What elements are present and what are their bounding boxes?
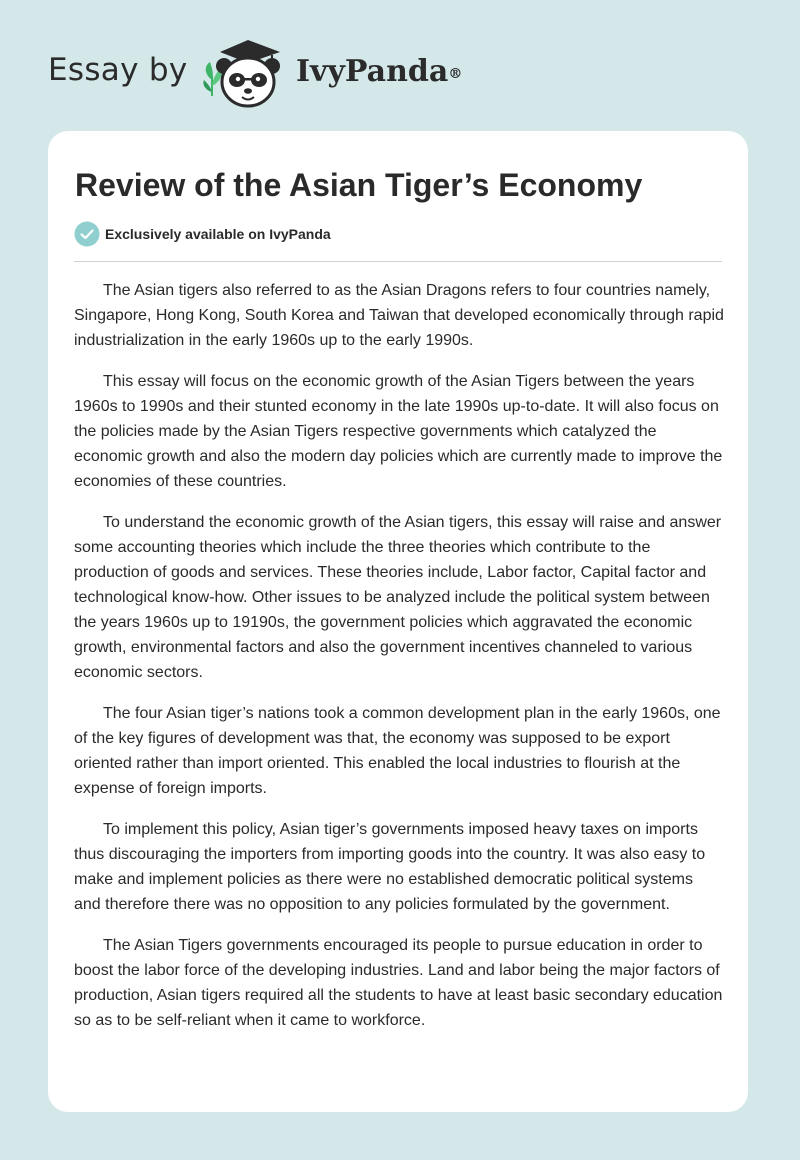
site-header bbox=[0, 0, 800, 120]
brand-name: IvyPanda bbox=[296, 54, 449, 89]
paragraph: The four Asian tiger’s nations took a common development plan in the early 1960s, one of the key figures of development was that, the economy was supposed to be export oriented rather than import oriented. This enabled the local industries to flourish at the expense of foreign imports. bbox=[74, 705, 721, 797]
panda-graduate-logo-icon[interactable] bbox=[200, 36, 292, 110]
paragraph: To understand the economic growth of the Asian tigers, this essay will raise and answer some accounting theories which include the three theories which contribute to the production of goods and services. These theories include, Labor factor, Capital factor and technological know-how. Other issues to be analyzed include the political system between the years 1960s up to 19190s, the government policies which aggravated the economic growth, environmental factors and also the government incentives channeled to various economic sectors. bbox=[74, 514, 722, 681]
registered-mark: ® bbox=[448, 66, 463, 82]
check-circle-icon bbox=[74, 221, 100, 247]
exclusive-badge-text: Exclusively available on IvyPanda bbox=[105, 226, 331, 242]
essay-by-label: Essay by bbox=[48, 52, 188, 88]
brand-wordmark[interactable] bbox=[296, 52, 462, 92]
paragraph: This essay will focus on the economic growth of the Asian Tigers between the years 1960s to 1990s and their stunted economy in the late 1990s up-to-date. It will also focus on the policies made by the Asian Tigers respective governments which catalyzed the economic growth and also the modern day policies which are currently made to improve the economies of these countries. bbox=[74, 373, 723, 490]
page-title: Review of the Asian Tiger’s Economy bbox=[75, 167, 643, 203]
paragraph: The Asian Tigers governments encouraged its people to pursue education in order to boost the labor force of the developing industries. Land and labor being the major factors of production, Asian tigers required all the students to have at least basic secondary education so as to be self-reliant when it came to workforce. bbox=[74, 937, 723, 1029]
paragraph: To implement this policy, Asian tiger’s governments imposed heavy taxes on imports thus discouraging the importers from importing goods into the country. It was also easy to make and implement policies as there were no established democratic political systems and therefore there was no opposition to any policies formulated by the government. bbox=[74, 821, 706, 913]
exclusive-badge bbox=[74, 221, 331, 247]
essay-card bbox=[48, 131, 748, 1112]
paragraph: The Asian tigers also referred to as the Asian Dragons refers to four countries namely, Singapore, Hong Kong, South Korea and Taiwan that developed economically through rapid industrialization in the early 1960s up to the early 1990s. bbox=[74, 282, 724, 349]
divider bbox=[74, 261, 722, 262]
essay-body bbox=[74, 278, 724, 1049]
